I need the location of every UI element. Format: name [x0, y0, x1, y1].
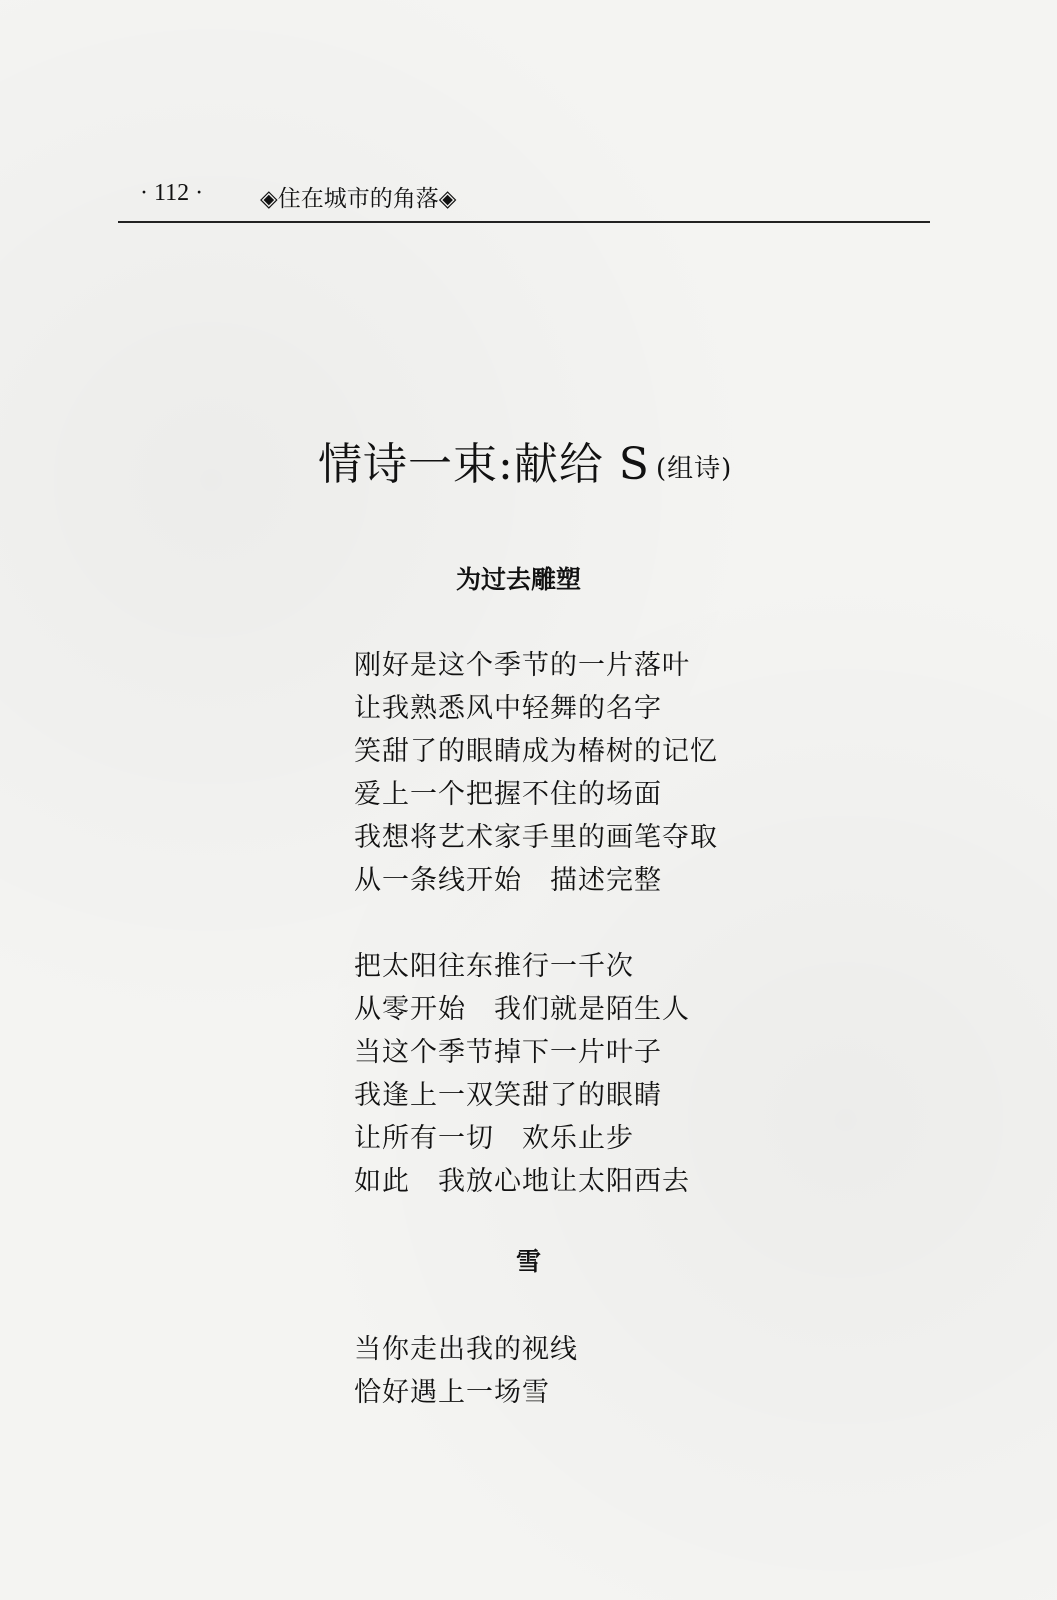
- poem-line: 从一条线开始 描述完整: [354, 865, 662, 896]
- poem-line: 爱上一个把握不住的场面: [354, 779, 662, 810]
- header-rule: [118, 221, 930, 223]
- running-header-book-title: ◈住在城市的角落◈: [260, 186, 457, 212]
- poem-subtitle: (组诗): [655, 454, 733, 484]
- poem-title-text: 情诗一束:献给 S: [318, 439, 650, 490]
- poem-line: 让所有一切 欢乐止步: [354, 1123, 634, 1154]
- poem-line: 我逢上一双笑甜了的眼睛: [354, 1080, 662, 1111]
- poem-line: 恰好遇上一场雪: [354, 1377, 550, 1408]
- poem-line: 刚好是这个季节的一片落叶: [354, 650, 690, 681]
- poem-line: 当你走出我的视线: [354, 1334, 578, 1365]
- poem-line: 如此 我放心地让太阳西去: [354, 1166, 690, 1197]
- poem-line: 我想将艺术家手里的画笔夺取: [354, 822, 718, 853]
- poem-line: 把太阳往东推行一千次: [354, 951, 634, 982]
- section-title-sculpt-the-past: 为过去雕塑: [456, 565, 582, 594]
- section-title-snow: 雪: [516, 1247, 542, 1276]
- poem-line: 从零开始 我们就是陌生人: [354, 994, 690, 1025]
- poem-line: 让我熟悉风中轻舞的名字: [354, 693, 662, 724]
- poem-line: 笑甜了的眼睛成为椿树的记忆: [354, 736, 718, 767]
- poem-line: 当这个季节掉下一片叶子: [354, 1037, 662, 1068]
- poem-title: [318, 428, 732, 492]
- page-number: · 112 ·: [140, 180, 204, 206]
